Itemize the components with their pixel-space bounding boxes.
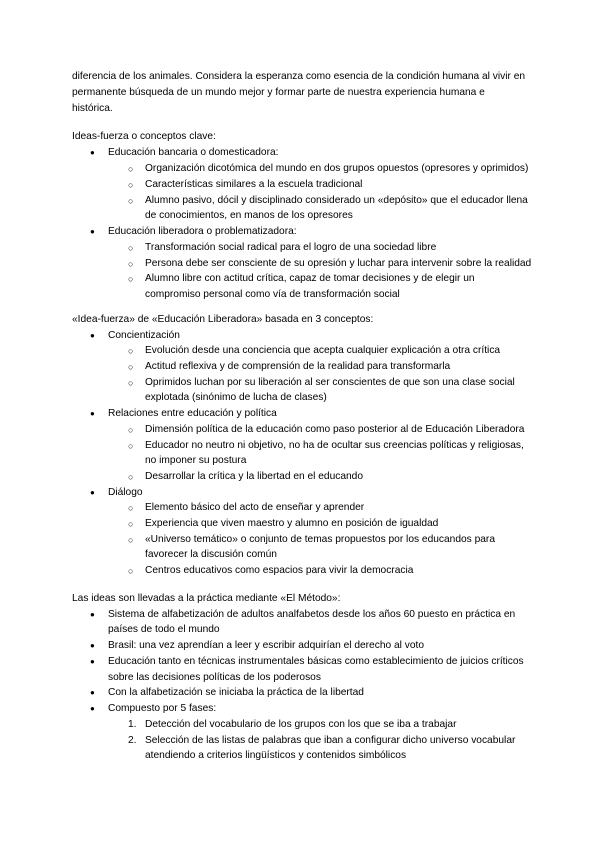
phase-number: 2. [128,735,137,746]
bullet-hollow: ○ [128,535,134,545]
phase-item: Selección de las listas de palabras que iban a configurar dicho universo vocabular [145,735,516,746]
phase-number: 1. [128,719,137,730]
list-item: Educación tanto en técnicas instrumentales básicas como establecimiento de juicios críticos [108,656,524,667]
bullet-filled: ● [90,657,95,666]
list-item: Diálogo [108,487,143,498]
sub-list-item: Evolución desde una conciencia que acepta cualquier explicación a otra crítica [145,345,501,356]
sub-list-item: Centros educativos como espacios para vivir la democracia [145,565,414,576]
list-item: países de todo el mundo [108,624,220,635]
list-item: sobre las decisiones políticas de los poderosos [108,672,321,683]
list-item: Sistema de alfabetización de adultos analfabetos desde los años 60 puesto en práctica en [108,609,516,620]
list-item: Educación bancaria o domesticadora: [108,147,279,158]
phase-item: Detección del vocabulario de los grupos con los que se iba a trabajar [145,719,457,730]
sub-list-item: explotada (sinónimo de lucha de clases) [145,392,327,403]
intro-line: permanente búsqueda de un mundo mejor y formar parte de nuestra experiencia humana e [72,87,485,98]
sub-list-item: favorecer la discusión común [145,549,277,560]
section-heading: Las ideas son llevadas a la práctica mediante «El Método»: [72,593,341,604]
bullet-hollow: ○ [128,259,134,269]
bullet-hollow: ○ [128,274,134,284]
sub-list-item: «Universo temático» o conjunto de temas propuestos por los educandos para [145,534,495,545]
bullet-hollow: ○ [128,425,134,435]
sub-list-item: compromiso personal como vía de transformación social [145,289,400,300]
sub-list-item: Persona debe ser consciente de su opresión y luchar para intervenir sobre la realidad [145,258,532,269]
sub-list-item: Desarrollar la crítica y la libertad en el educando [145,471,364,482]
list-item: Compuesto por 5 fases: [108,703,217,714]
bullet-hollow: ○ [128,346,134,356]
bullet-filled: ● [90,227,95,236]
bullet-filled: ● [90,704,95,713]
sub-list-item: no imponer su postura [145,455,247,466]
bullet-hollow: ○ [128,164,134,174]
bullet-hollow: ○ [128,503,134,513]
bullet-hollow: ○ [128,472,134,482]
section-heading: «Idea-fuerza» de «Educación Liberadora» basada en 3 conceptos: [72,314,374,325]
intro-line: histórica. [72,103,113,114]
intro-line: diferencia de los animales. Considera la esperanza como esencia de la condición humana al vivir en [72,71,526,82]
sub-list-item: Alumno pasivo, dócil y disciplinado considerado un «depósito» que el educador llena [145,195,528,206]
list-item: Educación liberadora o problematizadora: [108,226,297,237]
bullet-hollow: ○ [128,243,134,253]
bullet-hollow: ○ [128,566,134,576]
sub-list-item: Transformación social radical para el logro de una sociedad libre [145,242,437,253]
sub-list-item: Organización dicotómica del mundo en dos grupos opuestos (opresores y oprimidos) [145,163,529,174]
bullet-hollow: ○ [128,378,134,388]
bullet-filled: ● [90,409,95,418]
sub-list-item: Características similares a la escuela tradicional [145,179,363,190]
phase-item: atendiendo a criterios lingüísticos y contenidos simbólicos [145,750,407,761]
bullet-hollow: ○ [128,180,134,190]
list-item: Relaciones entre educación y política [108,408,277,419]
sub-list-item: Alumno libre con actitud crítica, capaz de tomar decisiones y de elegir un [145,273,475,284]
section-heading: Ideas-fuerza o conceptos clave: [72,131,216,142]
bullet-filled: ● [90,641,95,650]
bullet-hollow: ○ [128,362,134,372]
bullet-hollow: ○ [128,441,134,451]
sub-list-item: Educador no neutro ni objetivo, no ha de ocultar sus creencias políticas y religiosas, [145,440,524,451]
bullet-filled: ● [90,488,95,497]
sub-list-item: Experiencia que viven maestro y alumno en posición de igualdad [145,518,439,529]
bullet-filled: ● [90,331,95,340]
list-item: Brasil: una vez aprendían a leer y escribir adquirían el derecho al voto [108,640,424,651]
bullet-hollow: ○ [128,519,134,529]
bullet-filled: ● [90,688,95,697]
sub-list-item: Oprimidos luchan por su liberación al ser conscientes de que son una clase social [145,377,515,388]
bullet-filled: ● [90,610,95,619]
sub-list-item: Elemento básico del acto de enseñar y aprender [145,502,365,513]
list-item: Concientización [108,330,180,341]
bullet-hollow: ○ [128,196,134,206]
sub-list-item: Dimensión política de la educación como paso posterior al de Educación Liberadora [145,424,525,435]
sub-list-item: de conocimientos, en manos de los opresores [145,210,353,221]
list-item: Con la alfabetización se iniciaba la práctica de la libertad [108,687,364,698]
sub-list-item: Actitud reflexiva y de comprensión de la realidad para transformarla [145,361,451,372]
bullet-filled: ● [90,148,95,157]
